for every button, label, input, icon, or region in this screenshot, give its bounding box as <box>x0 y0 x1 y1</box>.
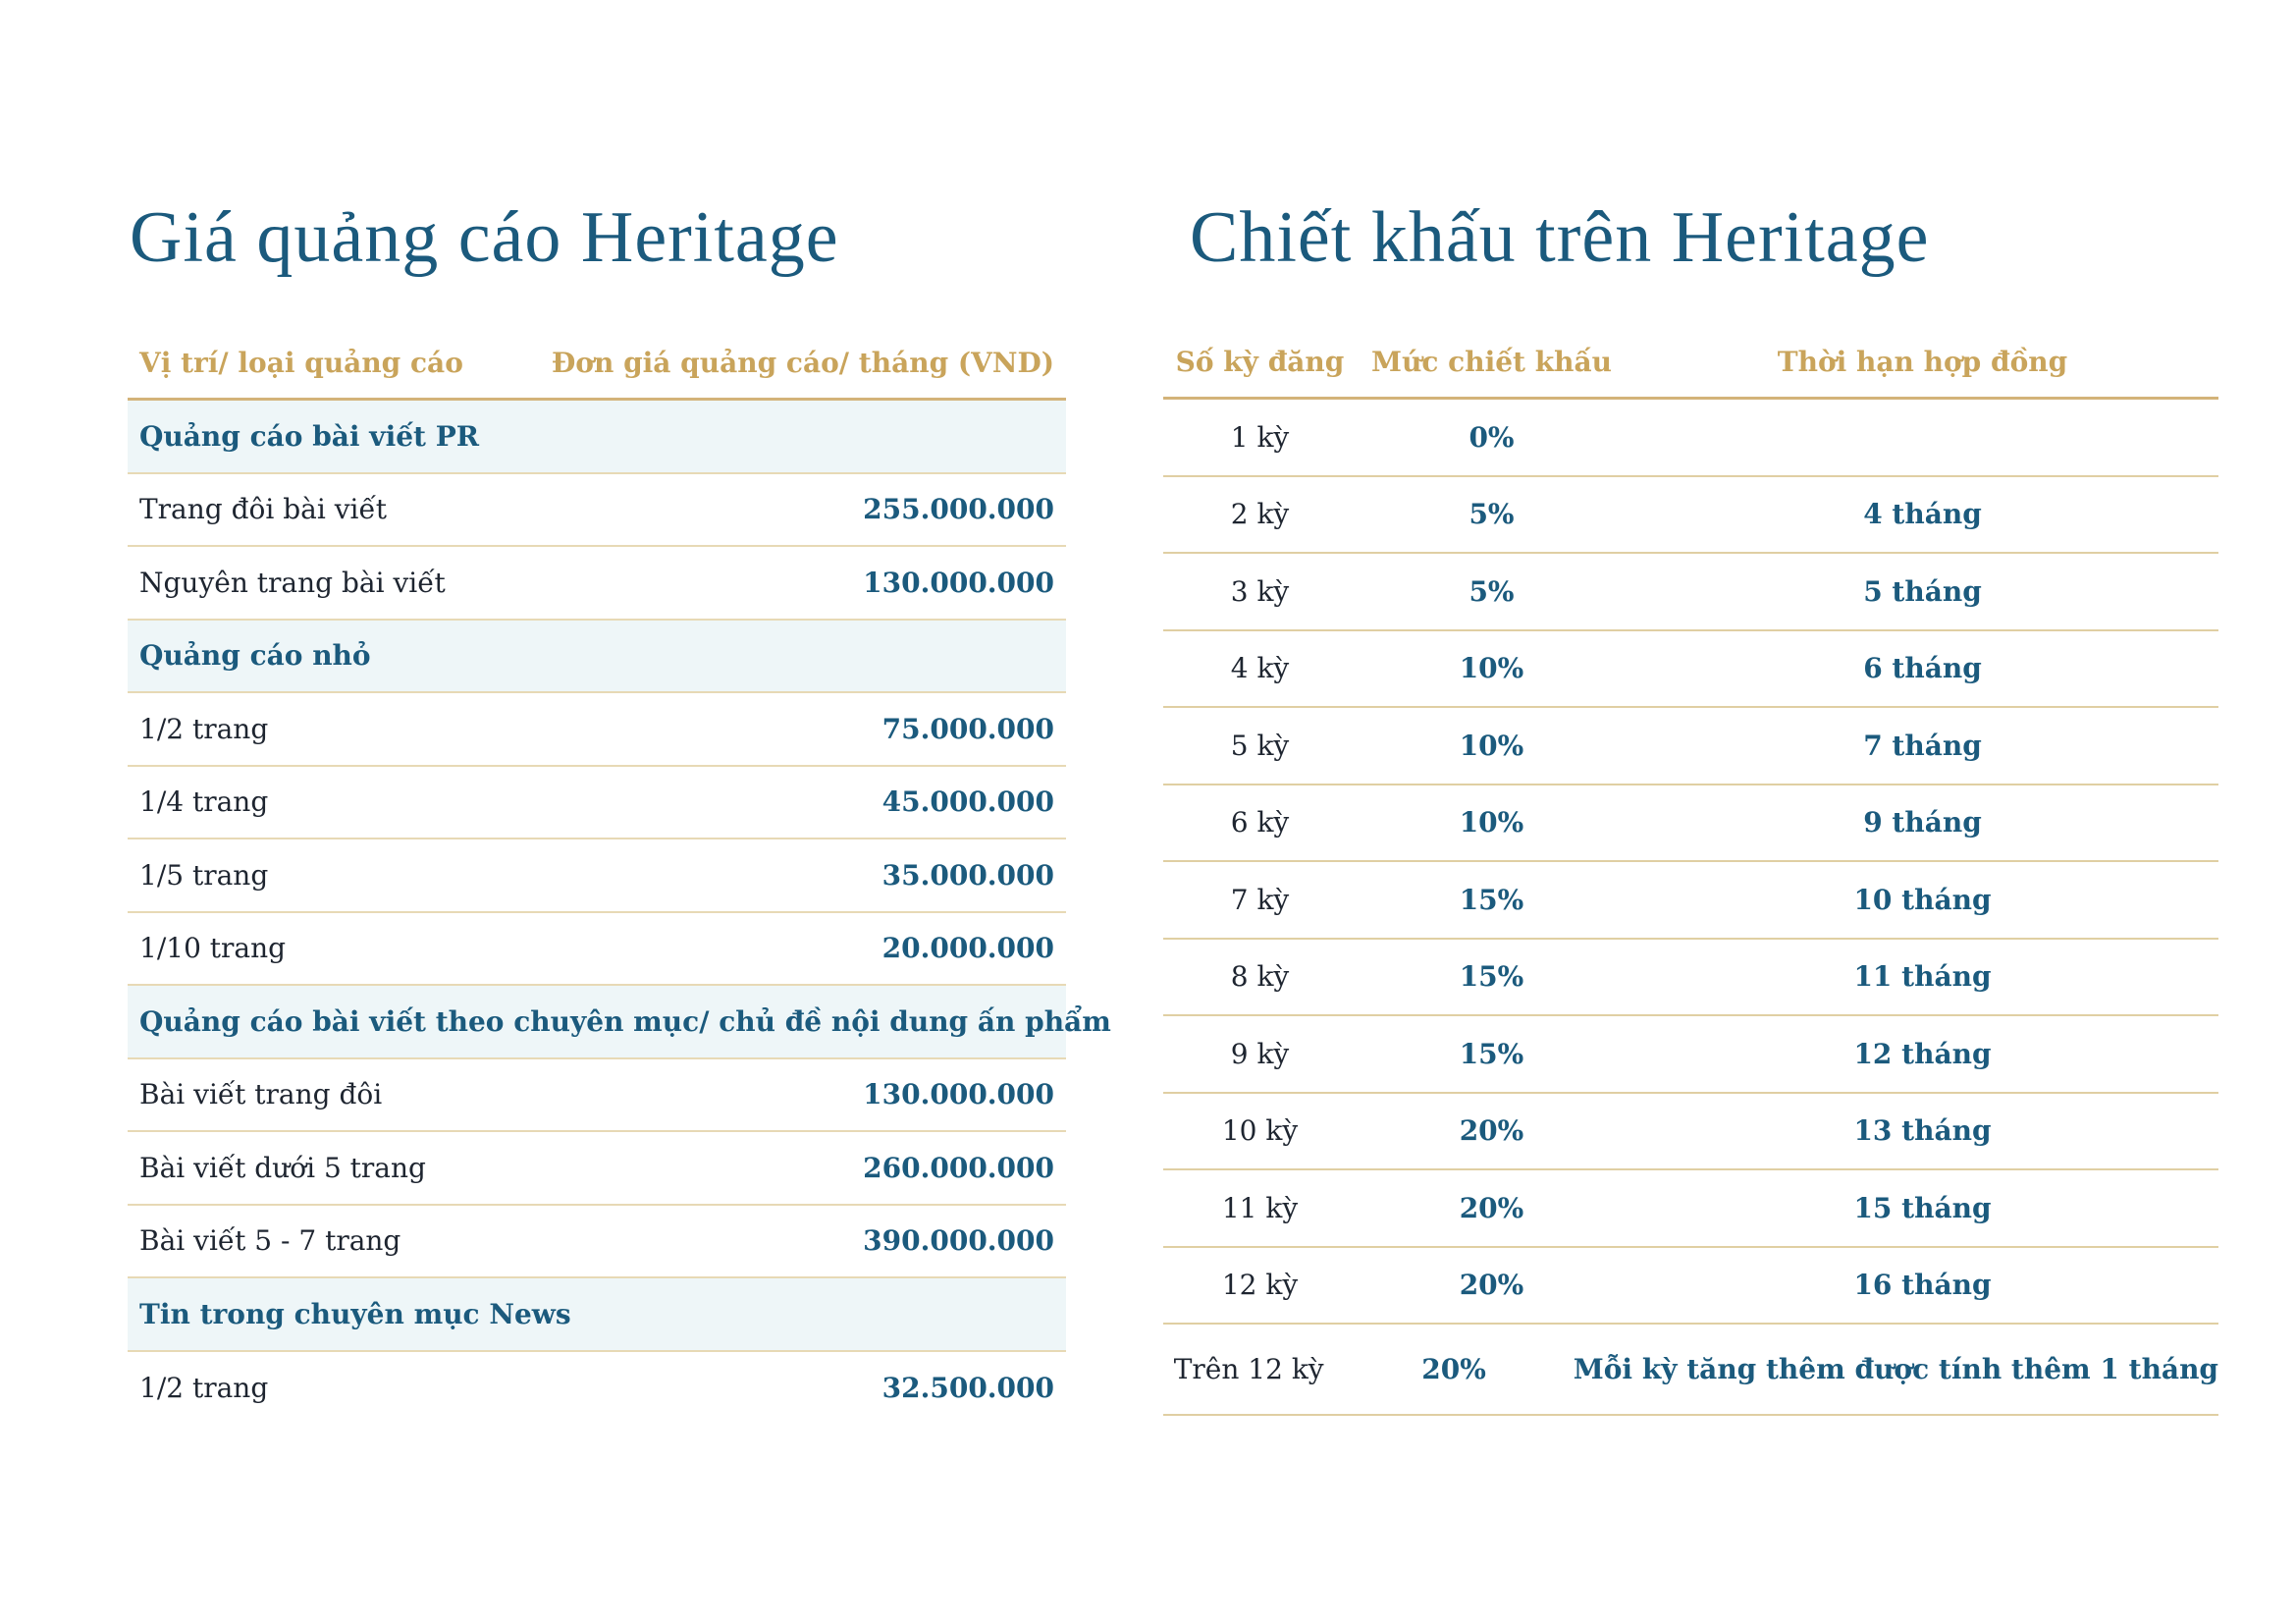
discount-rate: 15% <box>1459 883 1524 916</box>
table-row <box>1163 940 2218 1017</box>
table-row <box>1163 862 2218 940</box>
table-row <box>128 693 1066 767</box>
issue-count: 1 kỳ <box>1230 420 1290 454</box>
section-row <box>128 621 1066 694</box>
ad-price: 20.000.000 <box>881 932 1054 965</box>
discount-rate: 20% <box>1459 1269 1524 1302</box>
ad-type-label: 1/10 trang <box>139 932 287 965</box>
issue-count: 2 kỳ <box>1230 498 1290 531</box>
table-row <box>128 767 1066 840</box>
discount-table-header <box>1163 327 2218 400</box>
table-row <box>1163 1094 2218 1171</box>
issue-count: 8 kỳ <box>1230 960 1290 994</box>
section-row <box>128 986 1111 1059</box>
issue-count: 9 kỳ <box>1230 1037 1290 1070</box>
section-label: Quảng cáo bài viết PR <box>139 419 480 453</box>
section-label: Quảng cáo nhỏ <box>139 639 371 673</box>
section-label: Quảng cáo bài viết theo chuyên mục/ chủ đề nội dung ấn phẩm <box>139 1004 1111 1038</box>
table-row <box>128 1352 1066 1426</box>
table-row <box>128 913 1066 987</box>
table-row <box>1163 1016 2218 1094</box>
table-row <box>1163 400 2218 477</box>
header-unit-price: Đơn giá quảng cáo/ tháng (VND) <box>551 346 1054 379</box>
header-contract-term: Thời hạn hợp đồng <box>1777 346 2068 378</box>
discount-rate: 5% <box>1468 498 1515 531</box>
issue-count: 3 kỳ <box>1230 574 1290 608</box>
table-row <box>1163 1325 2218 1416</box>
issue-count: 6 kỳ <box>1230 806 1290 839</box>
table-row <box>1163 785 2218 863</box>
price-table-header <box>128 327 1066 401</box>
discount-table <box>1163 327 2218 1416</box>
ad-type-label: Bài viết dưới 5 trang <box>139 1151 426 1184</box>
ad-type-label: Bài viết trang đôi <box>139 1078 383 1111</box>
table-row <box>1163 1248 2218 1326</box>
table-row <box>128 839 1066 913</box>
ad-type-label: Bài viết 5 - 7 trang <box>139 1224 401 1258</box>
ad-type-label: 1/2 trang <box>139 712 269 745</box>
issue-count: 4 kỳ <box>1230 652 1290 685</box>
ad-type-label: Trang đôi bài viết <box>139 493 387 526</box>
discount-rate: 0% <box>1468 420 1515 454</box>
header-position-type: Vị trí/ loại quảng cáo <box>139 346 463 379</box>
table-row <box>128 1132 1066 1206</box>
table-row <box>128 1206 1066 1279</box>
ad-price: 260.000.000 <box>863 1151 1054 1184</box>
ad-price: 130.000.000 <box>863 566 1054 599</box>
discount-rate: 10% <box>1459 652 1524 685</box>
issue-count: 10 kỳ <box>1221 1114 1299 1148</box>
ad-type-label: 1/4 trang <box>139 785 269 819</box>
ad-price: 45.000.000 <box>881 785 1054 819</box>
discount-rate: 5% <box>1468 574 1515 608</box>
header-issue-count: Số kỳ đăng <box>1175 346 1345 378</box>
issue-count: 12 kỳ <box>1221 1269 1299 1302</box>
table-row <box>128 547 1066 621</box>
contract-term: 6 tháng <box>1863 652 1982 685</box>
table-row <box>1163 1170 2218 1248</box>
ad-price: 390.000.000 <box>863 1224 1054 1258</box>
ad-price: 255.000.000 <box>863 493 1054 526</box>
discount-rate: 10% <box>1459 729 1524 762</box>
contract-term: 16 tháng <box>1853 1269 1992 1302</box>
contract-term: 4 tháng <box>1863 498 1982 531</box>
discount-rate: 20% <box>1459 1114 1524 1148</box>
section-row <box>128 1278 1066 1352</box>
ad-price: 130.000.000 <box>863 1078 1054 1111</box>
ad-price: 75.000.000 <box>881 712 1054 745</box>
ad-type-label: 1/2 trang <box>139 1372 269 1405</box>
header-discount-rate: Mức chiết khấu <box>1371 346 1612 378</box>
table-row <box>1163 554 2218 631</box>
discount-rate: 20% <box>1421 1353 1486 1385</box>
discount-rate: 20% <box>1459 1191 1524 1224</box>
ad-type-label: 1/5 trang <box>139 858 269 892</box>
contract-term: 5 tháng <box>1863 574 1982 608</box>
table-row <box>1163 631 2218 709</box>
price-table <box>128 327 1111 1425</box>
contract-term: Mỗi kỳ tăng thêm được tính thêm 1 tháng <box>1573 1353 2218 1385</box>
section-row <box>128 401 1066 474</box>
contract-term: 11 tháng <box>1853 960 1992 994</box>
section-label: Tin trong chuyên mục News <box>139 1297 571 1330</box>
contract-term: 10 tháng <box>1853 883 1992 916</box>
contract-term: 15 tháng <box>1853 1191 1992 1224</box>
issue-count: 7 kỳ <box>1230 883 1290 916</box>
discount-title: Chiết khấu trên Heritage <box>1190 197 1930 278</box>
table-row <box>1163 708 2218 785</box>
contract-term: 9 tháng <box>1863 806 1982 839</box>
contract-term: 13 tháng <box>1853 1114 1992 1148</box>
issue-count: Trên 12 kỳ <box>1173 1353 1324 1385</box>
table-row <box>1163 477 2218 555</box>
contract-term: 12 tháng <box>1853 1037 1992 1070</box>
table-row <box>128 1059 1066 1133</box>
ad-price: 32.500.000 <box>881 1372 1054 1405</box>
table-row <box>128 474 1066 548</box>
ad-price: 35.000.000 <box>881 858 1054 892</box>
contract-term: 7 tháng <box>1863 729 1982 762</box>
issue-count: 5 kỳ <box>1230 729 1290 762</box>
discount-rate: 15% <box>1459 960 1524 994</box>
ad-type-label: Nguyên trang bài viết <box>139 566 446 599</box>
price-title: Giá quảng cáo Heritage <box>130 197 839 278</box>
issue-count: 11 kỳ <box>1221 1191 1299 1224</box>
discount-rate: 10% <box>1459 806 1524 839</box>
discount-rate: 15% <box>1459 1037 1524 1070</box>
